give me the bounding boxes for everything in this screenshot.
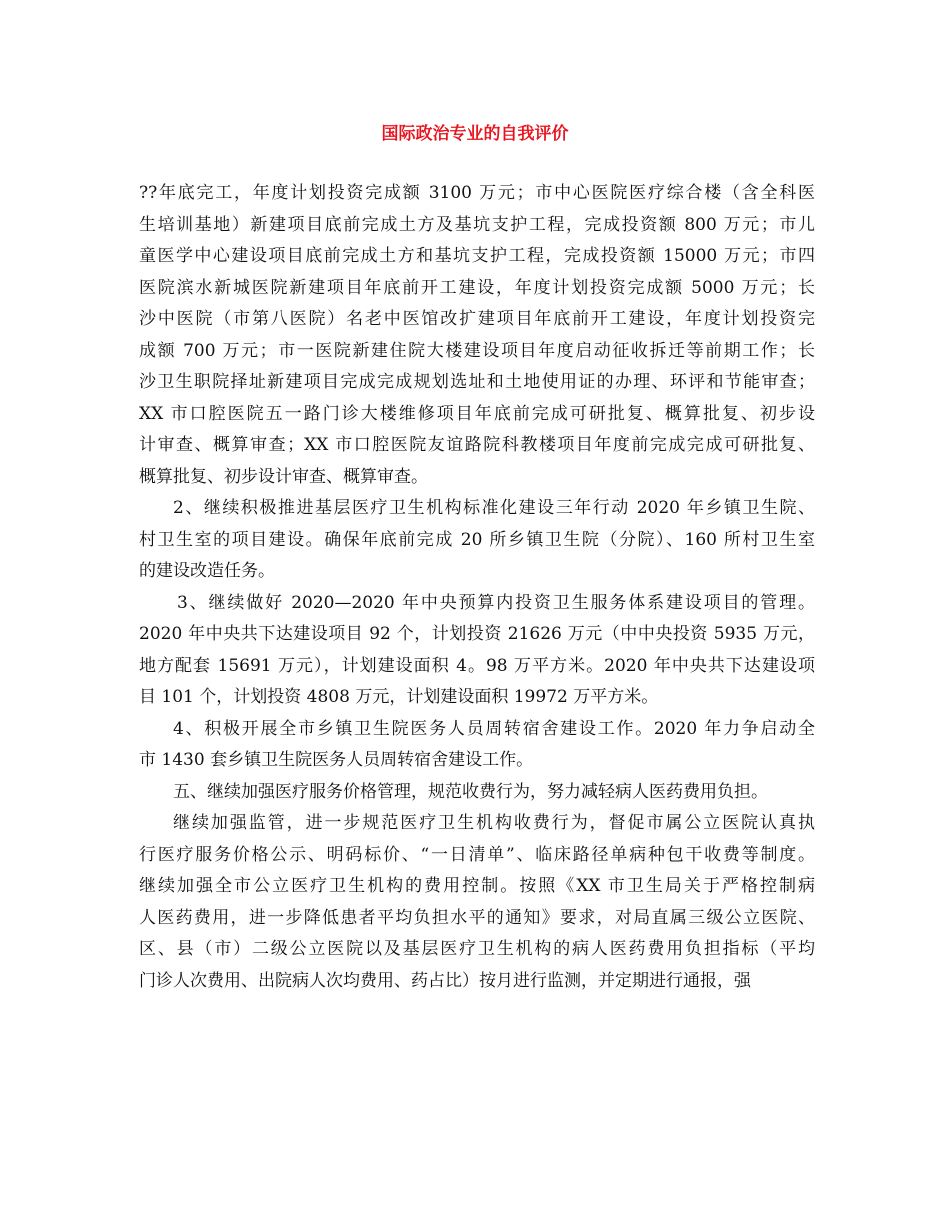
paragraph — [139, 178, 815, 493]
paragraph-line: 村卫生室的项目建设。确保年底前完成 20 所乡镇卫生院（分院）、160 所村卫生室 — [139, 529, 815, 550]
paragraph-line: 的建设改造任务。 — [139, 561, 275, 581]
paragraph-line: 地方配套 15691 万元），计划建设面积 4。98 万平方米。2020 年中央共下达建设项 — [139, 655, 815, 676]
paragraph-line: 沙卫生职院择址新建项目完成完成规划选址和土地使用证的办理、环评和节能审查； — [139, 372, 815, 392]
paragraph-line: 门诊人次费用、出院病人次均费用、药占比）按月进行监测，并定期进行通报，强 — [139, 970, 751, 991]
document-title: 国际政治专业的自我评价 — [381, 124, 569, 144]
paragraph-line: 生培训基地）新建项目底前完成土方及基坑支护工程，完成投资额 800 万元；市儿 — [139, 214, 815, 235]
paragraph-line: XX 市口腔医院五一路门诊大楼维修项目年底前完成可研批复、概算批复、初步设 — [139, 403, 815, 424]
paragraph — [139, 777, 815, 809]
paragraph-line: ??年底完工，年度计划投资完成额 3100 万元；市中心医院医疗综合楼（含全科医 — [139, 183, 815, 203]
paragraph-line: 概算批复、初步设计审查、概算审查。 — [139, 466, 428, 487]
paragraph-line: 五、继续加强医疗服务价格管理，规范收费行为，努力减轻病人医药费用负担。 — [173, 781, 768, 802]
paragraph-line: 成额 700 万元；市一医院新建住院大楼建设项目年度启动征收拆迁等前期工作；长 — [139, 340, 815, 361]
paragraph-line: 医院滨水新城医院新建项目年底前开工建设，年度计划投资完成额 5000 万元；长 — [139, 277, 815, 298]
document-body — [139, 178, 815, 997]
paragraph-line: 3、继续做好 2020—2020 年中央预算内投资卫生服务体系建设项目的管理。 — [177, 592, 815, 613]
paragraph-line: 继续加强监管，进一步规范医疗卫生机构收费行为，督促市属公立医院认真执 — [173, 813, 815, 833]
paragraph-line: 4、积极开展全市乡镇卫生院医务人员周转宿舍建设工作。2020 年力争启动全 — [173, 718, 815, 739]
paragraph-line: 行医疗服务价格公示、明码标价、“一日清单”、临床路径单病种包干收费等制度。 — [139, 844, 815, 865]
paragraph-line: 童医学中心建设项目底前完成土方和基坑支护工程，完成投资额 15000 万元；市四 — [139, 246, 815, 266]
paragraph — [139, 588, 815, 714]
paragraph-line: 目 101 个，计划投资 4808 万元，计划建设面积 19972 万平方米。 — [139, 687, 659, 707]
paragraph-line: 2、继续积极推进基层医疗卫生机构标准化建设三年行动 2020 年乡镇卫生院、 — [173, 498, 815, 518]
paragraph-line: 继续加强全市公立医疗卫生机构的费用控制。按照《XX 市卫生局关于严格控制病 — [139, 876, 815, 896]
paragraph-line: 区、县（市）二级公立医院以及基层医疗卫生机构的病人医药费用负担指标（平均 — [139, 939, 815, 959]
paragraph-line: 计审查、概算审查；XX 市口腔医院友谊路院科教楼项目年度前完成完成可研批复、 — [139, 435, 815, 455]
paragraph — [139, 493, 815, 588]
paragraph — [139, 808, 815, 997]
paragraph-line: 人医药费用，进一步降低患者平均负担水平的通知》要求，对局直属三级公立医院、 — [139, 907, 815, 928]
paragraph — [139, 714, 815, 777]
paragraph-line: 2020 年中央共下达建设项目 92 个，计划投资 21626 万元（中中央投资 5935 万元， — [139, 624, 815, 644]
paragraph-line: 沙中医院（市第八医院）名老中医馆改扩建项目年底前开工建设，年度计划投资完 — [139, 309, 815, 329]
paragraph-line: 市 1430 套乡镇卫生院医务人员周转宿舍建设工作。 — [139, 750, 534, 770]
